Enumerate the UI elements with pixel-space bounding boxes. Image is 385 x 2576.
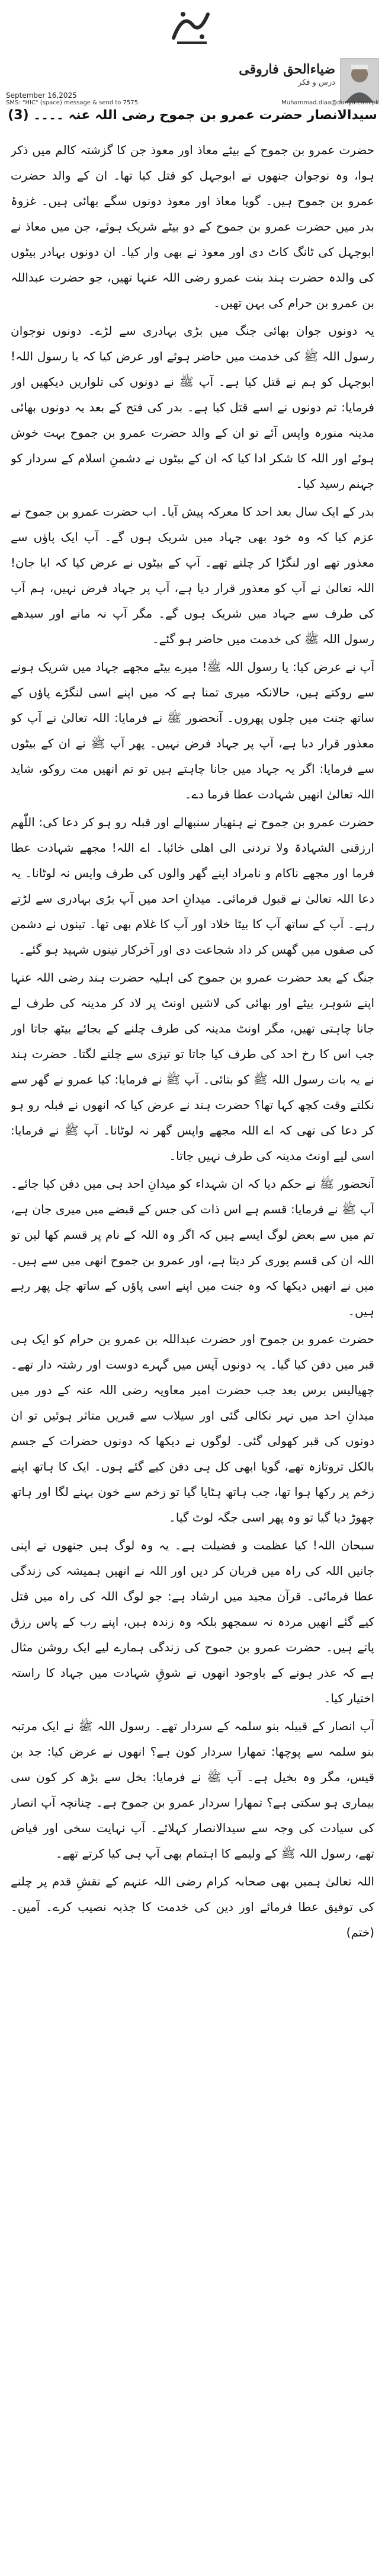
article-paragraph: آپ انصار کے قبیلہ بنو سلمہ کے سردار تھے۔ رسول اللہ ﷺ نے ایک مرتبہ بنو سلمہ سے پوچھا: تمھارا سردار کون ہے؟ انھوں نے عرض کیا: جد بن قیس، مگر وہ بخیل ہے۔ آپ ﷺ نے فرمایا: بخل سے بڑھ کر کون سی بیماری ہو سکتی ہے؟ تمھارا سردار عمرو بن جموح ہے۔ چنانچہ آپ انصار کی سیادت کی وجہ سے سیدالانصار کہلائے۔ آپ نہایت سخی اور فیاض تھے، رسول اللہ ﷺ کے ولیمے کا اہتمام بھی آپ ہی کیا کرتے تھے۔ [11,1719,374,1861]
masthead [0,0,385,52]
article-paragraph: حضرت عمرو بن جموح اور حضرت عبداللہ بن عمرو بن حرام کو ایک ہی قبر میں دفن کیا گیا۔ یہ دونوں آپس میں گہرے دوست اور رشتہ دار تھے۔ چھیالیس برس بعد جب حضرت امیر معاویہ رضی اللہ عنہ کے دور میں میدانِ احد میں نہر نکالی گئی اور سیلاب سے قبریں متاثر ہوئیں تو ان دونوں کی قبر کھولی گئی۔ لوگوں نے دیکھا کہ دونوں حضرات کے جسم بالکل تروتازہ تھے، گویا ابھی کل ہی دفن کیے گئے ہوں۔ ایک کا ہاتھ اپنے زخم پر رکھا ہوا تھا، جب ہاتھ ہٹایا گیا تو زخم سے خون بہنے لگا اور ہاتھ چھوڑ دیا گیا تو وہ پھر اسی جگہ لوٹ گیا۔ [11,1332,374,1524]
article-headline: سیدالانصار حضرت عمرو بن جموح رضی اللہ عنہ ۔۔۔۔ (3) [8,108,377,123]
article-paragraph: حضرت عمرو بن جموح نے ہتھیار سنبھالے اور قبلہ رو ہو کر دعا کی: اللّٰھم ارزقنی الشہادۃ ولا تردنی الی اھلی خائبا۔ اے اللہ! مجھے شہادت عطا فرما اور مجھے ناکام و نامراد اپنے گھر والوں کی طرف واپس نہ لوٹانا۔ یہ دعا اللہ تعالیٰ نے قبول فرمائی۔ میدانِ احد میں آپ بڑی بہادری سے لڑتے رہے۔ آپ کے ساتھ آپ کا بیٹا خلاد اور آپ کا غلام بھی تھا۔ تینوں نے دشمن کی صفوں میں گھس کر داد شجاعت دی اور آخرکار تینوں شہید ہو گئے۔ [11,815,374,957]
columnist-band [2,55,383,106]
article-paragraph: آنحضور ﷺ نے حکم دیا کہ ان شہداء کو میدانِ احد ہی میں دفن کیا جائے۔ آپ ﷺ نے فرمایا: قسم ہے اس ذات کی جس کے قبضے میں میری جان ہے، تم میں سے بعض لوگ ایسے ہیں کہ اگر وہ اللہ کے نام پر قسم کھا لیں تو اللہ ان کی قسم پوری کر دیتا ہے، اور عمرو بن جموح انھی میں سے ہیں۔ میں نے انھیں دیکھا کہ وہ جنت میں اپنے اسی پاؤں کے ساتھ چل پھر رہے ہیں۔ [11,1177,374,1318]
article-paragraph: اللہ تعالیٰ ہمیں بھی صحابہ کرام رضی اللہ عنہم کے نقشِ قدم پر چلنے کی توفیق عطا فرمائے اور دین کی خدمت کا جذبہ نصیب کرے۔ آمین۔ (ختم) [11,1874,374,1939]
article-paragraph: سبحان اللہ! کیا عظمت و فضیلت ہے۔ یہ وہ لوگ ہیں جنھوں نے اپنی جانیں اللہ کی راہ میں قربان کر دیں اور اللہ نے انھیں ہمیشہ کی زندگی عطا فرمائی۔ قرآن مجید میں ارشاد ہے: جو لوگ اللہ کی راہ میں قتل کیے گئے انھیں مردہ نہ سمجھو بلکہ وہ زندہ ہیں، اپنے رب کے پاس رزق پاتے ہیں۔ حضرت عمرو بن جموح کی زندگی ہمارے لیے ایک روشن مثال ہے کہ عذر ہونے کے باوجود انھوں نے شوقِ شہادت میں جہاد کا راستہ اختیار کیا۔ [11,1538,374,1705]
article-paragraph: یہ دونوں جوان بھائی جنگ میں بڑی بہادری سے لڑے۔ دونوں نوجوان رسول اللہ ﷺ کی خدمت میں حاضر ہوئے اور عرض کیا کہ یا رسول اللہ! ابوجہل کو ہم نے قتل کیا ہے۔ آپ ﷺ نے دونوں کی تلواریں دیکھیں اور فرمایا: تم دونوں نے اسے قتل کیا ہے۔ بدر کی فتح کے بعد یہ دونوں بھائی مدینہ منورہ واپس آئے تو ان کے والد حضرت عمرو بن جموح بہت خوش ہوئے اور اللہ کا شکر ادا کیا کہ ان کے بیٹوں نے دشمنِ اسلام کے سردار کو جہنم رسید کیا۔ [11,324,374,491]
columnist-email: Muhammad.diaa@dunya.com.pk [281,100,379,106]
column-title: درس و فکر [297,78,335,87]
newspaper-logo [165,1,220,51]
publish-date: September 16,2025 [6,91,77,100]
article-paragraph: بدر کے ایک سال بعد احد کا معرکہ پیش آیا۔ اب حضرت عمرو بن جموح نے عزم کیا کہ وہ خود بھی جہاد میں شریک ہوں گے۔ آپ ایک پاؤں سے معذور تھے اور لنگڑا کر چلتے تھے۔ آپ کے بیٹوں نے عرض کیا کہ ابا جان! اللہ تعالیٰ نے آپ کو معذور قرار دیا ہے، آپ پر جہاد فرض نہیں، ہم آپ کی طرف سے جہاد میں شریک ہوں گے۔ مگر آپ نہ مانے اور سیدھے رسول اللہ ﷺ کی خدمت میں حاضر ہو گئے۔ [11,504,374,646]
columnist-photo [340,58,379,103]
sms-info: SMS: "HIC" (space) message & send to 7575 [6,100,139,106]
article-paragraph: حضرت عمرو بن جموح کے بیٹے معاذ اور معوذ جن کا گزشتہ کالم میں ذکر ہوا، وہ نوجوان جنھوں نے ابوجہل کو قتل کیا تھا۔ ان کے والد حضرت عمرو بن جموح ہیں۔ گویا معاذ اور معوذ دونوں سگے بھائی ہیں۔ غزوۂ بدر میں حضرت عمرو بن جموح کے دو بیٹے شریک ہوئے، جن میں معاذ نے ابوجہل کی ٹانگ کاٹ دی اور معوذ نے بھی وار کیا۔ ان دونوں بہادر بیٹوں کی والدہ حضرت ہند بنت عمرو رضی اللہ عنہا تھیں، جو حضرت عبداللہ بن عمرو بن حرام کی بہن تھیں۔ [11,143,374,310]
article-body [11,138,374,2562]
article-paragraph: آپ نے عرض کیا: یا رسول اللہ ﷺ! میرے بیٹے مجھے جہاد میں شریک ہونے سے روکتے ہیں، حالانکہ میری تمنا ہے کہ میں اپنے اسی لنگڑے پاؤں کے ساتھ جنت میں چلوں پھروں۔ آنحضور ﷺ نے فرمایا: اللہ تعالیٰ نے آپ کو معذور قرار دیا ہے، آپ پر جہاد فرض نہیں۔ پھر آپ ﷺ نے ان کے بیٹوں سے فرمایا: اگر یہ جہاد میں جانا چاہتے ہیں تو تم انھیں مت روکو، شاید اللہ تعالیٰ انھیں شہادت عطا فرما دے۔ [11,660,374,801]
columnist-name: ضیاءالحق فاروقی [239,62,335,77]
article-paragraph: جنگ کے بعد حضرت عمرو بن جموح کی اہلیہ حضرت ہند رضی اللہ عنہا اپنے شوہر، بیٹے اور بھائی کی لاشیں اونٹ پر لاد کر مدینہ کی طرف لے جانا چاہتی تھیں، مگر اونٹ مدینہ کی طرف چلنے کے بجائے بیٹھ جاتا اور جب اس کا رخ احد کی طرف کیا جاتا تو تیزی سے چلنے لگتا۔ حضرت ہند نے یہ بات رسول اللہ ﷺ کو بتائی۔ آپ ﷺ نے فرمایا: کیا عمرو نے گھر سے نکلتے وقت کچھ کہا تھا؟ حضرت ہند نے عرض کیا کہ انھوں نے قبلہ رو ہو کر دعا کی تھی کہ اے اللہ مجھے واپس گھر نہ لوٹانا۔ آپ ﷺ نے فرمایا: اسی لیے اونٹ مدینہ کی طرف نہیں جاتا۔ [11,970,374,1163]
